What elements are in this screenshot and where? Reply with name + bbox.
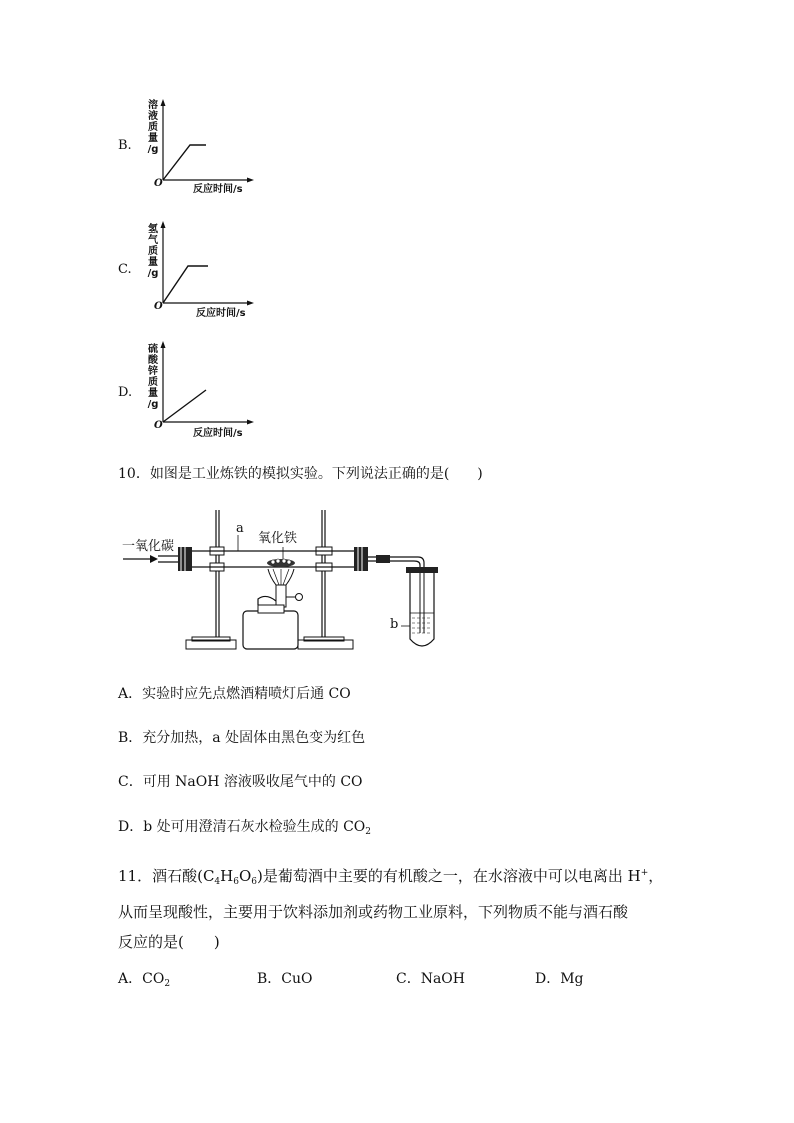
graph-d-curve [163, 390, 206, 422]
q11-option-b[interactable]: B．CuO [257, 971, 313, 987]
q11-option-c[interactable]: C．NaOH [396, 971, 465, 987]
label-a: a [236, 521, 244, 536]
q10-option-d-sub: 2 [365, 827, 372, 837]
q10-option-b[interactable]: B．充分加热，a 处固体由黑色变为红色 [118, 730, 366, 746]
q11-line-2: 从而呈现酸性，主要用于饮料添加剂或药物工业原料，下列物质不能与酒石酸 [118, 903, 629, 921]
option-c-letter: C. [118, 262, 132, 277]
option-d-letter: D. [118, 385, 133, 400]
option-c-graph [118, 220, 258, 318]
graph-d-ylabel: 硫 酸 锌 质 量 /g [147, 344, 159, 410]
graph-b-ylabel: 溶 液 质 量 /g [147, 100, 159, 155]
q10-option-c[interactable]: C．可用 NaOH 溶液吸收尾气中的 CO [118, 774, 363, 790]
option-b-graph [118, 98, 258, 194]
label-iron-oxide: 氧化铁 [258, 531, 298, 546]
graph-b-curve [163, 145, 206, 180]
graph-c-xlabel: 反应时间/s [196, 308, 246, 319]
q10-option-d[interactable] [118, 816, 371, 837]
label-co: 一氧化碳 [122, 539, 175, 554]
graph-d-origin: O [154, 420, 163, 431]
question-10-stem: 10．如图是工业炼铁的模拟实验。下列说法正确的是( ) [118, 466, 483, 482]
q10-option-d-text: D．b 处可用澄清石灰水检验生成的 CO [118, 819, 366, 835]
q11-line-1: 11．酒石酸$(C_4H_6O_6)$是葡萄酒中主要的有机酸之一，在水溶液中可以电离出 H+， [118, 867, 664, 887]
graph-b-origin: O [154, 178, 163, 189]
q10-option-a[interactable]: A．实验时应先点燃酒精喷灯后通 CO [118, 686, 351, 702]
graph-b-xlabel: 反应时间/s [193, 184, 243, 195]
graph-c-origin: O [154, 301, 163, 312]
graph-c-curve [163, 266, 208, 303]
graph-d-axes [158, 340, 258, 426]
graph-b-axes [158, 98, 258, 184]
question-11-stem [118, 858, 678, 957]
graph-c-axes [158, 220, 258, 306]
ironmaking-apparatus [118, 505, 448, 655]
graph-d-xlabel: 反应时间/s [193, 428, 243, 439]
q11-line-3: 反应的是( ) [118, 933, 220, 951]
q11-option-d[interactable]: D．Mg [535, 971, 584, 987]
q11-option-a[interactable]: A．$CO_2$ [118, 971, 171, 989]
option-b-letter: B. [118, 138, 132, 153]
option-d-graph [118, 340, 258, 442]
graph-c-ylabel: 氢 气 质 量 /g [147, 224, 159, 279]
label-b: b [390, 617, 399, 632]
